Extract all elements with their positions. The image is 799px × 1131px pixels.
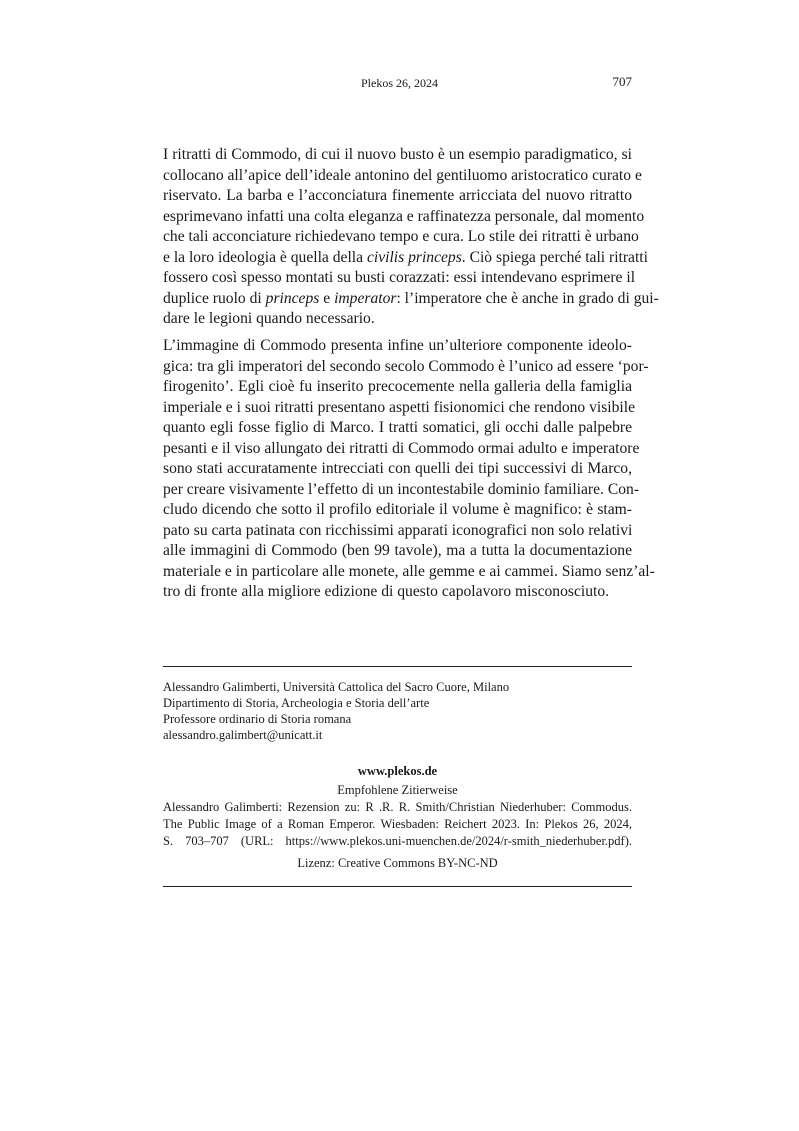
text-segment: . Ciò spiega perché tali ritratti — [461, 248, 648, 266]
author-line: Alessandro Galimberti, Università Cattolica del Sacro Cuore, Milano — [163, 680, 510, 694]
running-header: Plekos 26, 2024 — [360, 76, 438, 90]
text-line — [163, 289, 659, 310]
text-line — [163, 562, 655, 583]
author-affiliation — [163, 679, 509, 743]
text-line — [163, 500, 632, 521]
author-email[interactable]: alessandro.galimbert@unicatt.it — [163, 728, 323, 742]
license: Lizenz: Creative Commons BY-NC-ND — [297, 856, 498, 870]
text-segment: che tali acconciature richiedevano tempo e cura. Lo stile dei ritratti è urbano — [163, 228, 639, 245]
citation-url-line: S. 703–707 (URL: https://www.plekos.uni-muenchen.de/2024/r-smith_niederhuber.pdf). — [163, 834, 632, 848]
italic-term: civilis princeps — [366, 248, 462, 266]
text-segment: collocano all’apice dell’ideale antonino del gentiluomo aristocratico curato e — [163, 166, 642, 184]
text-segment: pato su carta patinata con ricchissimi apparati iconografici non solo relativi — [163, 521, 633, 539]
paragraph-1 — [163, 145, 659, 330]
author-department: Dipartimento di Storia, Archeologia e Storia dell’arte — [163, 696, 430, 710]
text-segment: L’immagine di Commodo presenta infine un’ulteriore componente ideolo- — [163, 337, 632, 354]
text-line — [163, 166, 642, 187]
footer-rule-top — [163, 666, 632, 667]
text-segment: quanto egli fosse figlio di Marco. I tratti somatici, gli occhi dalle palpebre — [163, 419, 632, 436]
text-line — [163, 186, 632, 207]
text-line — [163, 145, 632, 166]
text-segment: I ritratti di Commodo, di cui il nuovo busto è un esempio paradigmatico, si — [163, 146, 632, 163]
text-line — [163, 207, 645, 228]
text-line — [163, 439, 640, 460]
text-segment: pesanti e il viso allungato dei ritratti di Commodo ormai adulto e imperatore — [163, 439, 640, 457]
text-segment: riservato. La barba e l’acconciatura finemente arricciata del nuovo ritratto — [163, 187, 632, 204]
text-line — [163, 248, 648, 269]
italic-term: princeps — [265, 289, 320, 307]
text-segment: e la loro ideologia è quella della — [163, 248, 367, 266]
citation-line: Alessandro Galimberti: Rezension zu: R .R. R. Smith/Christian Niederhuber: Commodus. — [163, 800, 632, 814]
text-segment: alle immagini di Commodo (ben 99 tavole), ma a tutta la documentazione — [163, 542, 632, 559]
text-segment: tro di fronte alla migliore edizione di questo capolavoro misconosciuto. — [163, 583, 610, 600]
text-line — [163, 377, 632, 398]
text-line — [163, 521, 632, 542]
text-line — [163, 459, 632, 480]
paragraph-2 — [163, 336, 655, 603]
text-line — [163, 541, 632, 562]
citation-line: The Public Image of a Roman Emperor. Wiesbaden: Reichert 2023. In: Plekos 26, 2024, — [163, 817, 632, 831]
author-position: Professore ordinario di Storia romana — [163, 712, 352, 726]
text-segment: per creare visivamente l’effetto di un incontestabile dominio familiare. Con- — [163, 480, 640, 498]
text-segment: firogenito’. Egli cioè fu inserito precocemente nella galleria della famiglia — [163, 378, 632, 395]
text-segment: dare le legioni quando necessario. — [163, 310, 375, 327]
text-line — [163, 309, 632, 330]
text-segment: e — [319, 289, 335, 307]
text-segment: esprimevano infatti una colta eleganza e raffinatezza personale, dal momento — [163, 207, 645, 225]
text-segment: sono stati accuratamente intrecciati con quelli dei tipi successivi di Marco, — [163, 460, 632, 477]
text-line — [163, 398, 636, 419]
text-line — [163, 336, 632, 357]
text-line — [163, 268, 636, 289]
text-segment: cludo dicendo che sotto il profilo editoriale il volume è magnifico: è stam- — [163, 501, 632, 518]
text-segment: duplice ruolo di — [163, 289, 266, 307]
text-segment: fossero così spesso montati su busti corazzati: essi intendevano esprimere il — [163, 269, 636, 286]
page-number: 707 — [612, 74, 632, 89]
text-segment: : l’imperatore che è anche in grado di gui- — [396, 289, 659, 307]
text-line — [163, 582, 632, 603]
footer-rule-bottom — [163, 886, 632, 887]
site-link[interactable]: www.plekos.de — [357, 764, 438, 778]
text-segment: gica: tra gli imperatori del secondo secolo Commodo è l’unico ad essere ‘por- — [163, 357, 649, 375]
text-line — [163, 480, 640, 501]
text-segment: imperiale e i suoi ritratti presentano aspetti fisionomici che rendono visibile — [163, 398, 636, 416]
citation-heading: Empfohlene Zitierweise — [337, 783, 458, 797]
text-segment: materiale e in particolare alle monete, alle gemme e ai cammei. Siamo senz’al- — [163, 562, 655, 580]
italic-term: imperator — [334, 289, 397, 307]
text-line — [163, 357, 649, 378]
text-line — [163, 418, 632, 439]
text-line — [163, 227, 639, 248]
